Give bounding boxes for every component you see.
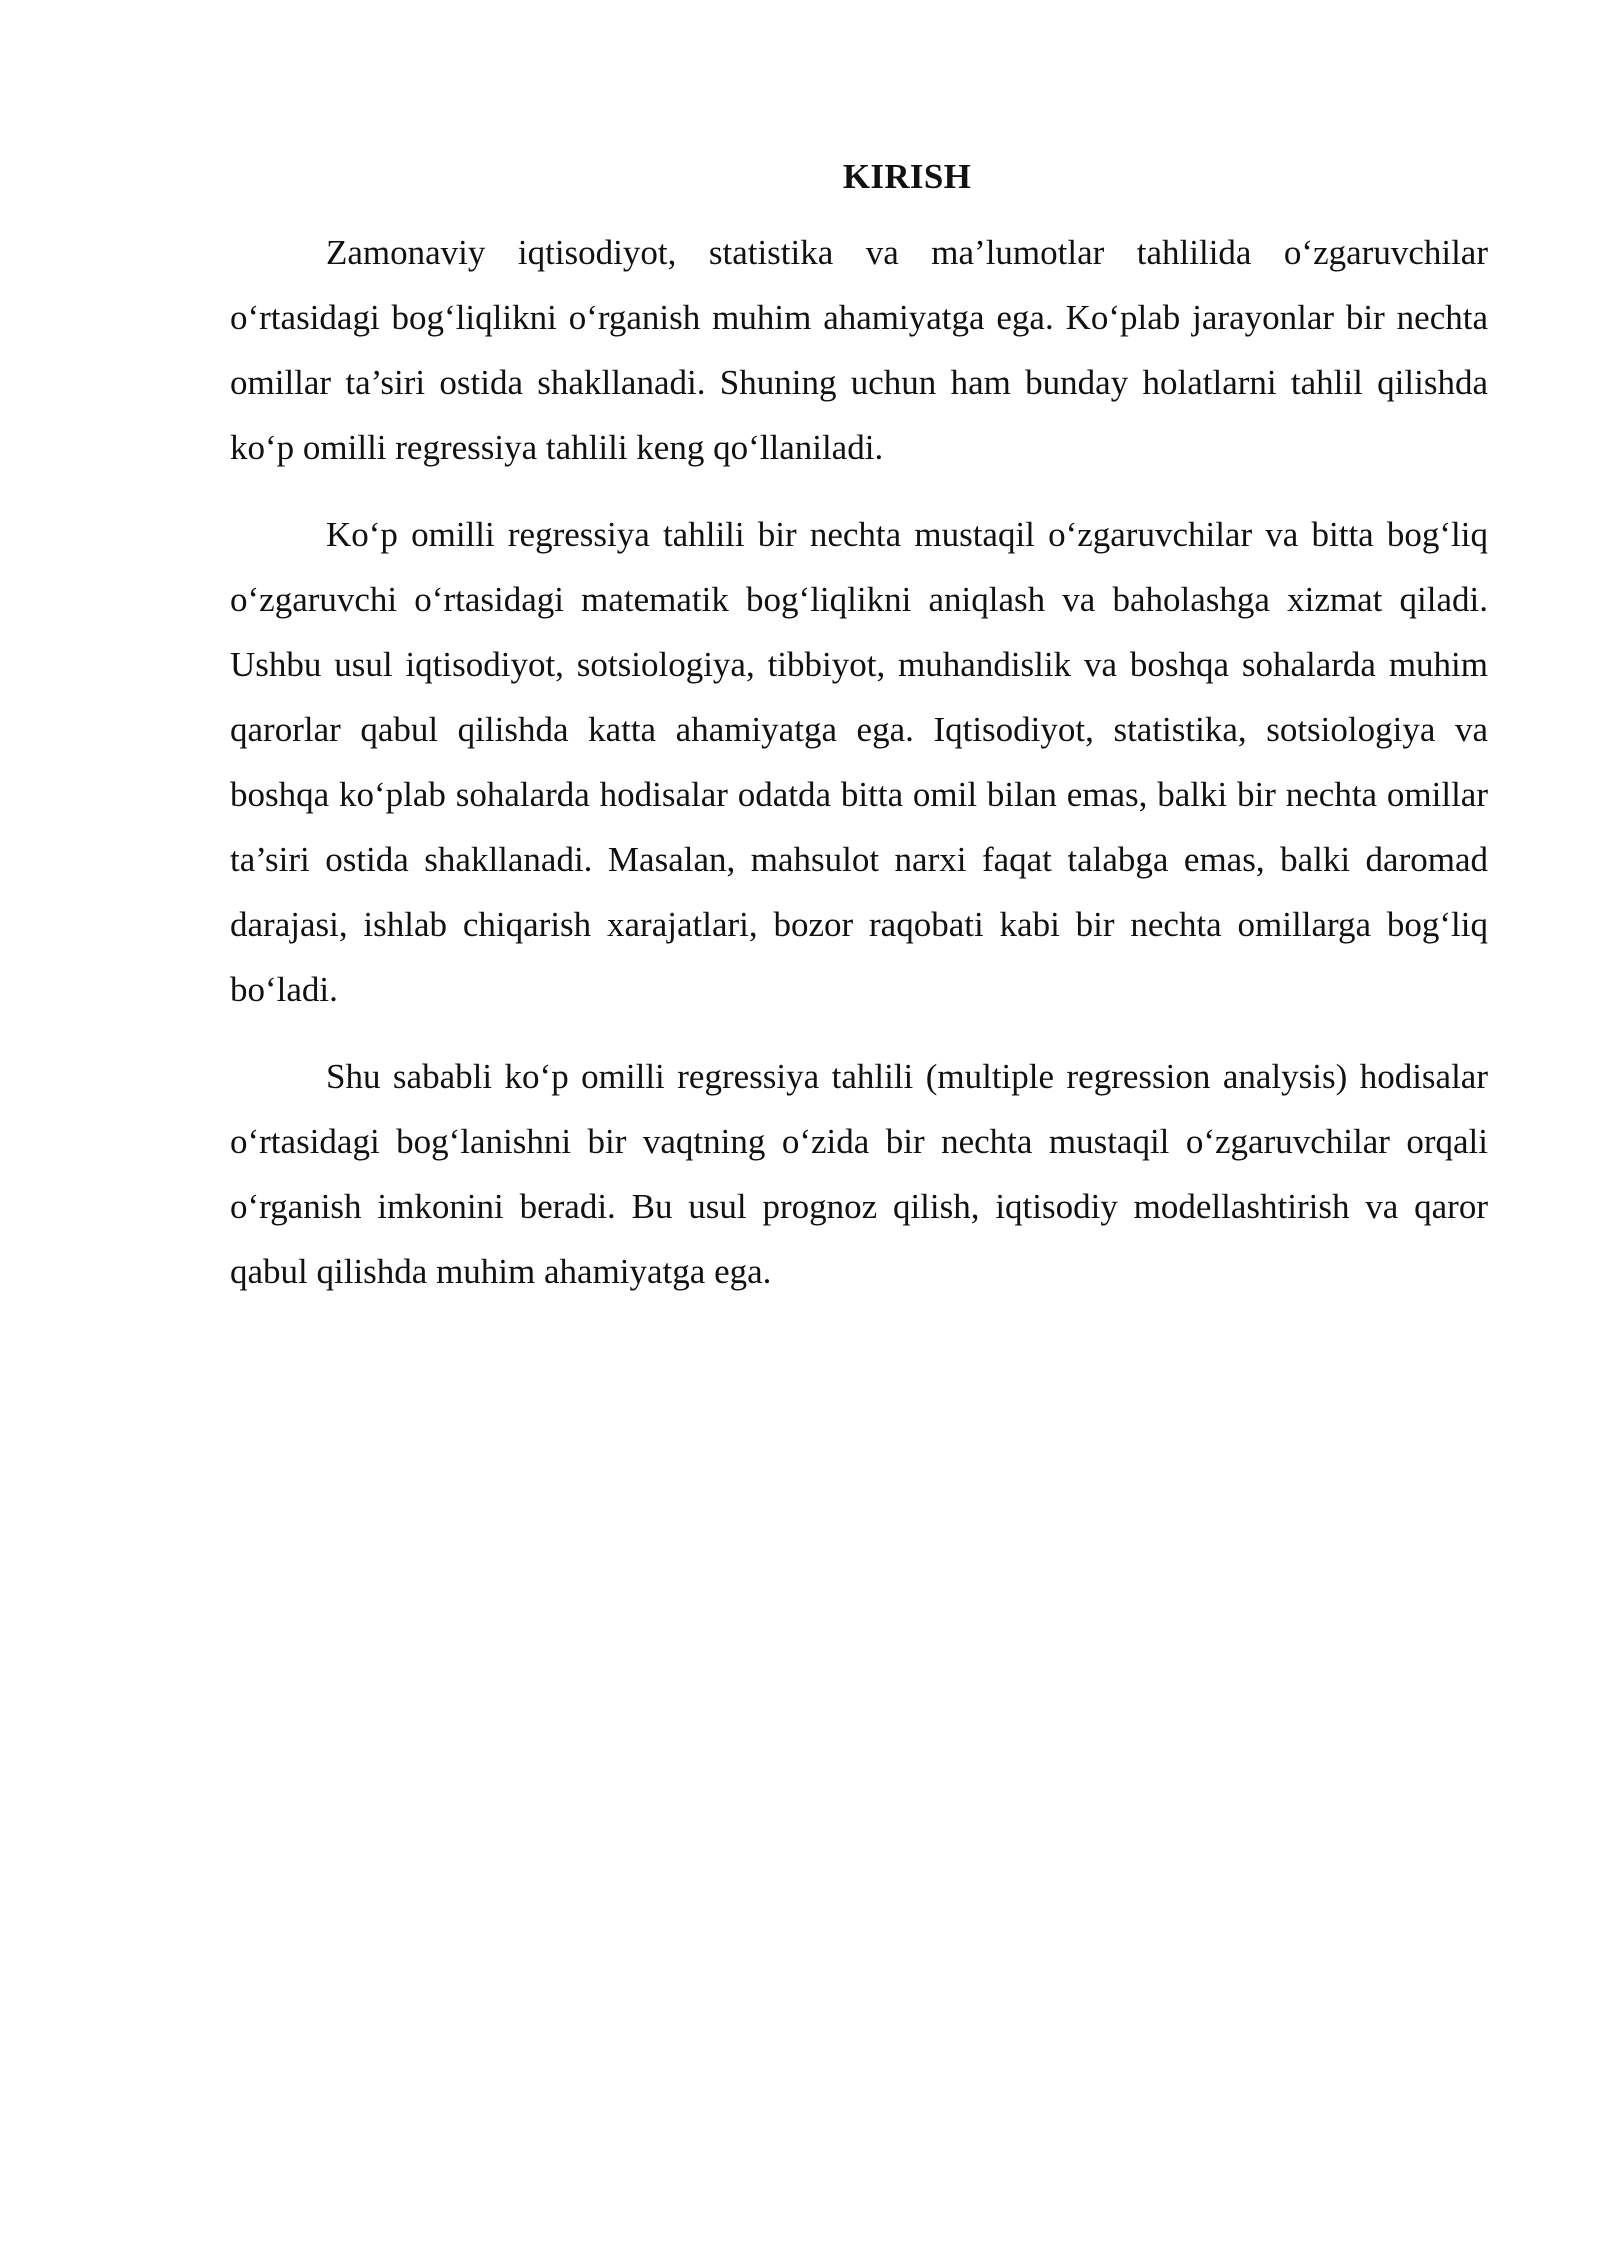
document-body xyxy=(230,148,1488,1326)
page-title: KIRISH xyxy=(842,157,972,196)
paragraph-2: Ko‘p omilli regressiya tahlili bir nechta mustaqil o‘zgaruvchilar va bitta bog‘liq o‘zgaruvchi o‘rtasidagi matematik bog‘liqlikni aniqlash va baholashga xizmat qiladi. Ushbu usul iqtisodiyot, sotsiologiya, tibbiyot, muhandislik va boshqa sohalarda muhim qarorlar qabul qilishda katta ahamiyatga ega. Iqtisodiyot, statistika, sotsiologiya va boshqa ko‘plab sohalarda hodisalar odatda bitta omil bilan emas, balki bir nechta omillar ta’siri ostida shakllanadi. Masalan, mahsulot narxi faqat talabga emas, balki daromad darajasi, ishlab chiqarish xarajatlari, bozor raqobati kabi bir nechta omillarga bog‘liq bo‘ladi. xyxy=(230,515,1488,1009)
paragraph-1: Zamonaviy iqtisodiyot, statistika va ma’lumotlar tahlilida o‘zgaruvchilar o‘rtasidagi bog‘liqlikni o‘rganish muhim ahamiyatga ega. Ko‘plab jarayonlar bir nechta omillar ta’siri ostida shakllanadi. Shuning uchun ham bunday holatlarni tahlil qilishda ko‘p omilli regressiya tahlili keng qo‘llaniladi. xyxy=(230,233,1488,467)
paragraph-3: Shu sababli ko‘p omilli regressiya tahlili (multiple regression analysis) hodisalar o‘rtasidagi bog‘lanishni bir vaqtning o‘zida bir nechta mustaqil o‘zgaruvchilar orqali o‘rganish imkonini beradi. Bu usul prognoz qilish, iqtisodiy modellashtirish va qaror qabul qilishda muhim ahamiyatga ega. xyxy=(230,1057,1488,1291)
